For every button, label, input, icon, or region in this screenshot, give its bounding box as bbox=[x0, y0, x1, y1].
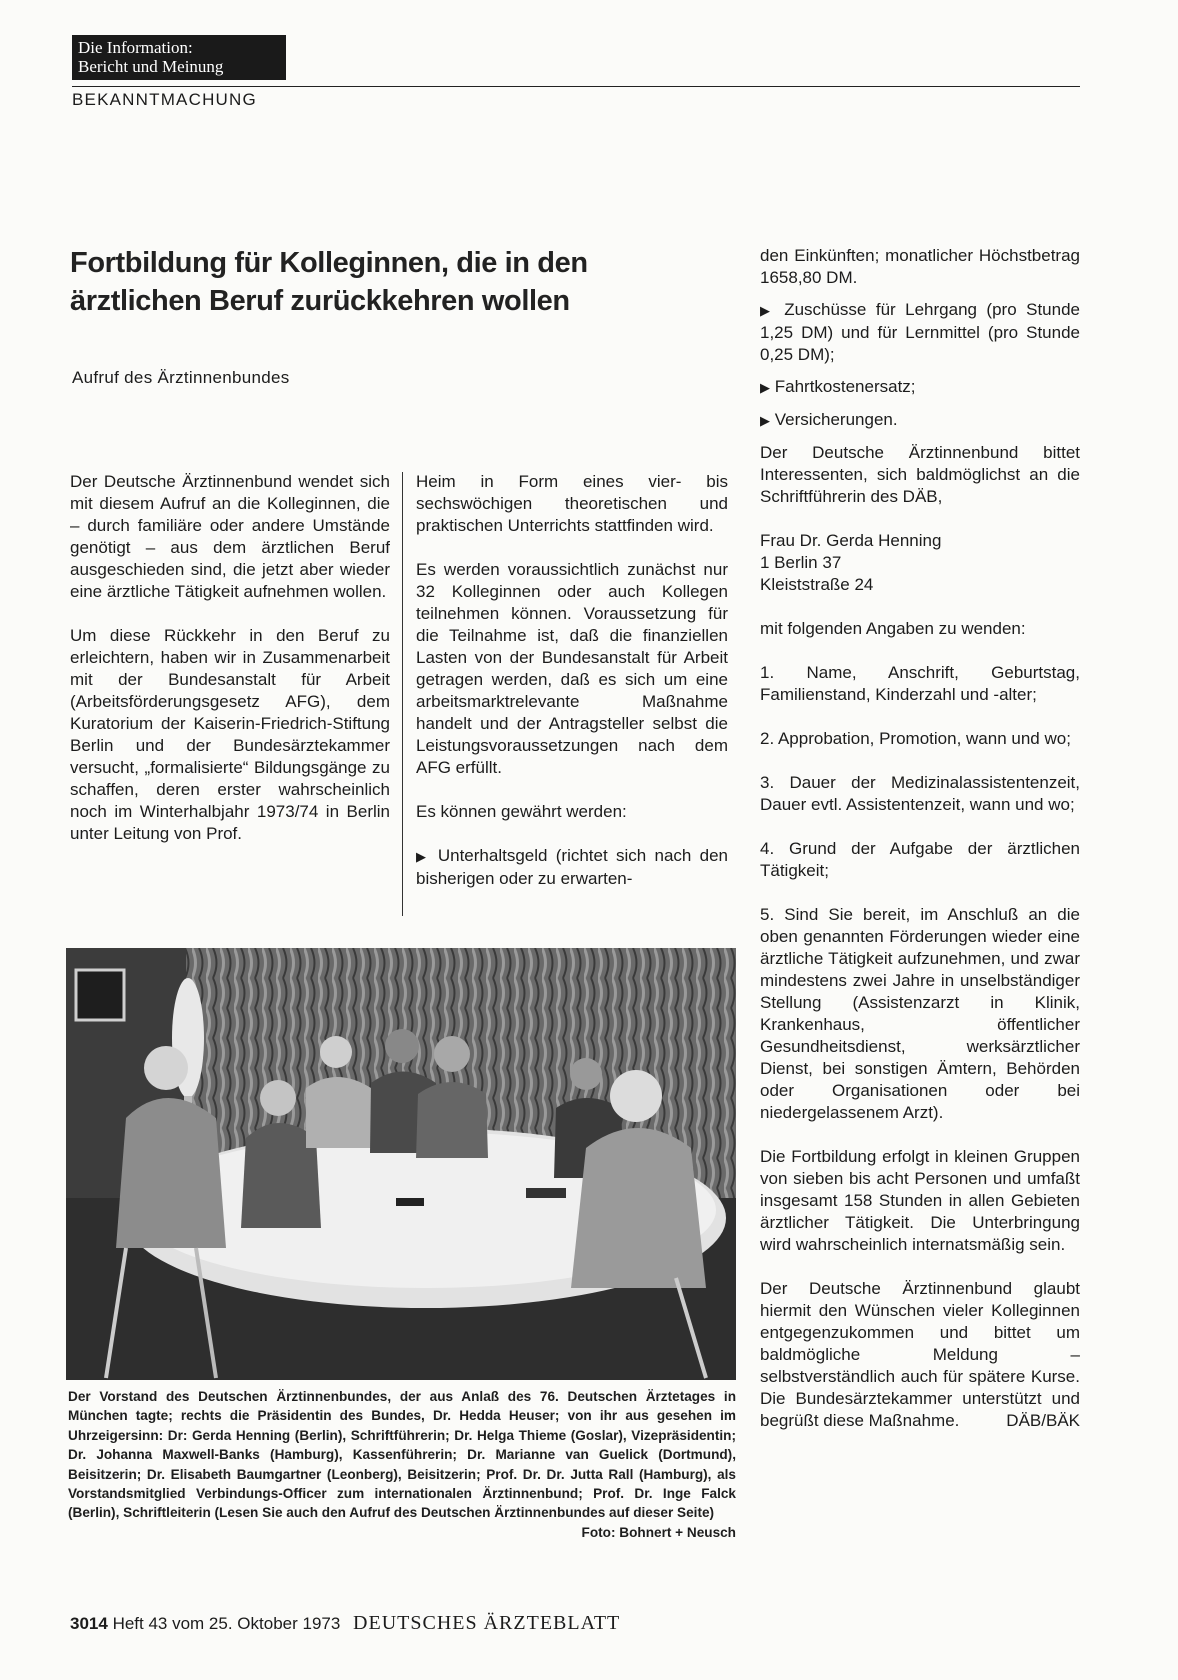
headline-line-2: ärztlichen Beruf zurückkehren wollen bbox=[70, 285, 570, 317]
address-line: Frau Dr. Gerda Henning bbox=[760, 531, 942, 550]
rubric-line-1: Die Information: bbox=[78, 38, 193, 57]
column-3 bbox=[760, 245, 1080, 1432]
bullet-text: Zuschüsse für Lehrgang (pro Stunde 1,25 DM) und für Lernmittel (pro Stunde 0,25 DM); bbox=[760, 300, 1080, 364]
paragraph: Um diese Rückkehr in den Beruf zu erleichtern, haben wir in Zusammenarbeit mit der Bundesanstalt für Arbeit (Arbeitsförderungsgesetz AFG), dem Kuratorium der Kaiserin-Friedrich-Stiftung Berlin und der Bundesärztekammer versucht, „formalisierte“ Bildungsgänge zu schaffen, deren erster wahrscheinlich noch im Winterhalbjahr 1973/74 in Berlin unter Leitung von Prof. bbox=[70, 626, 390, 843]
rubric-line-2: Bericht und Meinung bbox=[78, 57, 224, 76]
column-2 bbox=[416, 471, 728, 912]
paragraph: Die Fortbildung erfolgt in kleinen Gruppen von sieben bis acht Personen und umfaßt insgesamt 158 Stunden in allen Gebieten ärztlicher Tätigkeit. Die Unterbringung wird wahrscheinlich internatsmäßig sein. bbox=[760, 1147, 1080, 1254]
photo-credit: Foto: Bohnert + Neusch bbox=[581, 1524, 736, 1540]
triangle-bullet-icon: ▶ bbox=[416, 849, 430, 864]
paragraph: Es können gewährt werden: bbox=[416, 802, 627, 821]
paragraph: Heim in Form eines vier- bis sechswöchigen theoretischen und praktischen Unterrichts stattfinden wird. bbox=[416, 472, 728, 535]
page-number: 3014 bbox=[70, 1614, 108, 1633]
list-item: 4. Grund der Aufgabe der ärztlichen Tätigkeit; bbox=[760, 839, 1080, 880]
bullet-text: Unterhaltsgeld (richtet sich nach den bisherigen oder zu erwarten- bbox=[416, 846, 728, 888]
address-block bbox=[760, 530, 1080, 596]
triangle-bullet-icon: ▶ bbox=[760, 413, 770, 428]
paragraph: den Einkünften; monatlicher Höchstbetrag 1658,80 DM. bbox=[760, 246, 1080, 287]
caption-text: Der Vorstand des Deutschen Ärztinnenbundes, der aus Anlaß des 76. Deutschen Ärztetages in München tagte; rechts die Präsidentin des Bundes, Dr. Hedda Heuser; von ihr aus gesehen im Uhrzeigersinn: Dr: Gerda Henning (Berlin), Schriftführerin; Dr. Helga Thieme (Goslar), Vizepräsidentin; Dr. Johanna Maxwell-Banks (Hamburg), Kassenführerin; Dr. Marianne van Guelick (Dortmund), Beisitzerin; Dr. Elisabeth Baumgartner (Leonberg), Beisitzerin; Prof. Dr. Dr. Jutta Rall (Hamburg), als Vorstandsmitglied Verbindungs-Officer zum internationalen Ärztinnenbund; Prof. Dr. Inge Falck (Berlin), Schriftleiterin (Lesen Sie auch den Aufruf des Deutschen Ärztinnenbundes auf dieser Seite) bbox=[68, 1389, 736, 1521]
paragraph: mit folgenden Angaben zu wenden: bbox=[760, 619, 1026, 638]
section-label: BEKANNTMACHUNG bbox=[72, 90, 257, 109]
list-item: 3. Dauer der Medizinalassistentenzeit, Dauer evtl. Assistentenzeit, wann und wo; bbox=[760, 773, 1080, 814]
paragraph bbox=[760, 1278, 1080, 1432]
masthead: DEUTSCHES ÄRZTEBLATT bbox=[353, 1612, 621, 1634]
header-rule bbox=[72, 86, 1080, 87]
group-photo bbox=[66, 948, 736, 1380]
headline-line-1: Fortbildung für Kolleginnen, die in den bbox=[70, 247, 588, 279]
bullet-text: Versicherungen. bbox=[774, 410, 898, 429]
page-footer bbox=[70, 1612, 620, 1635]
bullet-text: Fahrtkostenersatz; bbox=[774, 377, 916, 396]
list-item: 1. Name, Anschrift, Geburtstag, Familienstand, Kinderzahl und -alter; bbox=[760, 663, 1080, 704]
group-photo-illustration bbox=[66, 948, 736, 1380]
list-item: 5. Sind Sie bereit, im Anschluß an die oben genannten Förderungen wieder eine ärztliche Tätigkeit aufzunehmen, und zwar mindestens zwei Jahre in unselbständiger Stellung (Assistenzarzt in Klinik, Krankenhaus, öffentlicher Gesundheitsdienst, werksärztlicher Dienst, bei sonstigen Ämtern, Behörden oder Organisationen oder bei niedergelassenem Arzt). bbox=[760, 905, 1080, 1122]
address-line: 1 Berlin 37 bbox=[760, 553, 842, 572]
issue-info: Heft 43 vom 25. Oktober 1973 bbox=[112, 1614, 341, 1633]
address-line: Kleiststraße 24 bbox=[760, 575, 874, 594]
paragraph: Der Deutsche Ärztinnenbund wendet sich mit diesem Aufruf an die Kolleginnen, die – durch familiäre oder andere Umstände genötigt – aus dem ärztlichen Beruf ausgeschieden sind, die jetzt aber wieder eine ärztliche Tätigkeit aufnehmen wollen. bbox=[70, 472, 390, 601]
bullet-item bbox=[760, 376, 1080, 399]
bullet-item bbox=[760, 299, 1080, 366]
bullet-item bbox=[416, 845, 728, 890]
triangle-bullet-icon: ▶ bbox=[760, 303, 775, 318]
bullet-item bbox=[760, 409, 1080, 432]
column-divider bbox=[402, 472, 403, 916]
list-item: 2. Approbation, Promotion, wann und wo; bbox=[760, 729, 1071, 748]
photo-caption bbox=[68, 1387, 736, 1542]
article-headline bbox=[70, 244, 710, 320]
signature: DÄB/BÄK bbox=[1006, 1411, 1080, 1430]
article-subtitle: Aufruf des Ärztinnenbundes bbox=[72, 368, 290, 387]
rubric-badge bbox=[72, 35, 286, 80]
paragraph: Es werden voraussichtlich zunächst nur 32 Kolleginnen oder auch Kollegen teilnehmen können. Voraussetzung für die Teilnahme ist, daß die finanziellen Lasten von der Bundesanstalt für Arbeit getragen werden, daß es sich um eine arbeitsmarktrelevante Maßnahme handelt und der Antragsteller selbst die Leistungsvoraussetzungen nach dem AFG erfüllt. bbox=[416, 560, 728, 777]
triangle-bullet-icon: ▶ bbox=[760, 380, 770, 395]
closing-text: Der Deutsche Ärztinnenbund glaubt hiermit den Wünschen vieler Kolleginnen entgegenzukommen und bittet um baldmögliche Meldung – selbstverständlich auch für spätere Kurse. Die Bundesärztekammer unterstützt und begrüßt diese Maßnahme. bbox=[760, 1279, 1080, 1430]
paragraph: Der Deutsche Ärztinnenbund bittet Interessenten, sich baldmöglichst an die Schriftführerin des DÄB, bbox=[760, 443, 1080, 506]
column-1 bbox=[70, 471, 390, 867]
